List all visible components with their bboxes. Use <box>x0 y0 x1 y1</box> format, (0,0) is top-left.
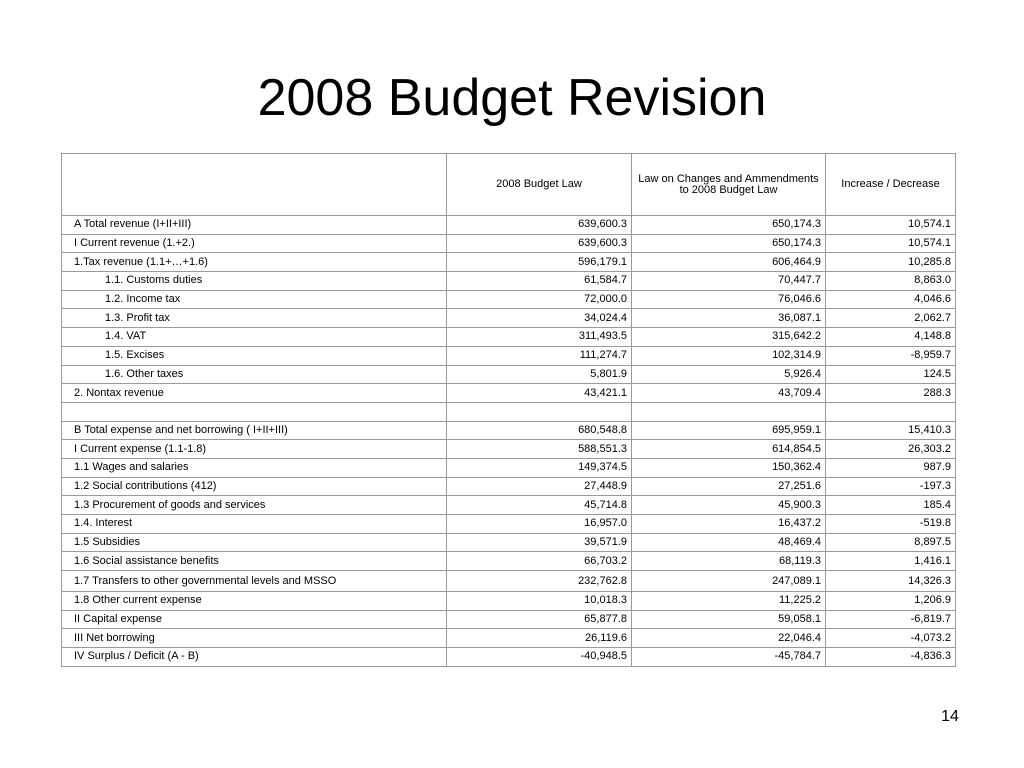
amended-law-value: 43,709.4 <box>632 384 826 403</box>
table-row <box>62 571 956 592</box>
row-label: I Current expense (1.1-1.8) <box>62 440 447 459</box>
increase-decrease-value: -4,073.2 <box>826 629 956 648</box>
increase-decrease-value: -6,819.7 <box>826 610 956 629</box>
row-label: 1.2 Social contributions (412) <box>62 477 447 496</box>
amended-law-value: 76,046.6 <box>632 290 826 309</box>
increase-decrease-value: 15,410.3 <box>826 421 956 440</box>
amended-law-value: 315,642.2 <box>632 328 826 347</box>
budget-law-value: 65,877.8 <box>447 610 632 629</box>
amended-law-value: 650,174.3 <box>632 216 826 235</box>
row-label: 2. Nontax revenue <box>62 384 447 403</box>
row-label: 1.Tax revenue (1.1+…+1.6) <box>62 253 447 272</box>
amended-law-value: 70,447.7 <box>632 272 826 291</box>
budget-law-value: 588,551.3 <box>447 440 632 459</box>
slide-title: 2008 Budget Revision <box>257 69 767 127</box>
amended-law-value: 695,959.1 <box>632 421 826 440</box>
table-row <box>62 346 956 365</box>
header-amended-law: Law on Changes and Ammendments to 2008 Budget Law <box>632 154 826 216</box>
table-row <box>62 234 956 253</box>
amended-law-value: 22,046.4 <box>632 629 826 648</box>
table-row <box>62 533 956 552</box>
budget-law-value: 5,801.9 <box>447 365 632 384</box>
increase-decrease-value: 2,062.7 <box>826 309 956 328</box>
budget-law-value: 39,571.9 <box>447 533 632 552</box>
row-label: 1.7 Transfers to other governmental levels and MSSO <box>62 571 447 592</box>
amended-law-value: -45,784.7 <box>632 648 826 667</box>
budget-revision-table <box>61 153 956 667</box>
budget-law-value <box>447 402 632 421</box>
row-label: B Total expense and net borrowing ( I+II+III) <box>62 421 447 440</box>
increase-decrease-value: 185.4 <box>826 496 956 515</box>
row-label: 1.6. Other taxes <box>62 365 447 384</box>
table-row <box>62 496 956 515</box>
table-body <box>62 216 956 667</box>
row-label: 1.1 Wages and salaries <box>62 458 447 477</box>
budget-law-value: 26,119.6 <box>447 629 632 648</box>
amended-law-value: 606,464.9 <box>632 253 826 272</box>
table-header-row <box>62 154 956 216</box>
table-row <box>62 648 956 667</box>
table-row <box>62 384 956 403</box>
table-row <box>62 365 956 384</box>
budget-law-value: 45,714.8 <box>447 496 632 515</box>
increase-decrease-value: 4,148.8 <box>826 328 956 347</box>
table-row <box>62 552 956 571</box>
increase-decrease-value: 1,206.9 <box>826 592 956 611</box>
row-label <box>62 402 447 421</box>
increase-decrease-value: -519.8 <box>826 515 956 534</box>
increase-decrease-value <box>826 402 956 421</box>
budget-law-value: 111,274.7 <box>447 346 632 365</box>
increase-decrease-value: 10,285.8 <box>826 253 956 272</box>
header-budget-law: 2008 Budget Law <box>447 154 632 216</box>
budget-law-value: 66,703.2 <box>447 552 632 571</box>
row-label: A Total revenue (I+II+III) <box>62 216 447 235</box>
amended-law-value <box>632 402 826 421</box>
row-label: 1.5 Subsidies <box>62 533 447 552</box>
increase-decrease-value: -8,959.7 <box>826 346 956 365</box>
amended-law-value: 11,225.2 <box>632 592 826 611</box>
budget-law-value: 43,421.1 <box>447 384 632 403</box>
amended-law-value: 102,314.9 <box>632 346 826 365</box>
budget-law-value: 639,600.3 <box>447 216 632 235</box>
amended-law-value: 36,087.1 <box>632 309 826 328</box>
budget-law-value: 16,957.0 <box>447 515 632 534</box>
row-label: 1.3. Profit tax <box>62 309 447 328</box>
row-label: 1.2. Income tax <box>62 290 447 309</box>
increase-decrease-value: 124.5 <box>826 365 956 384</box>
budget-law-value: 596,179.1 <box>447 253 632 272</box>
table-row <box>62 309 956 328</box>
table-row <box>62 402 956 421</box>
amended-law-value: 5,926.4 <box>632 365 826 384</box>
budget-law-value: 10,018.3 <box>447 592 632 611</box>
budget-law-value: 61,584.7 <box>447 272 632 291</box>
amended-law-value: 614,854.5 <box>632 440 826 459</box>
increase-decrease-value: 1,416.1 <box>826 552 956 571</box>
increase-decrease-value: 10,574.1 <box>826 234 956 253</box>
table-row <box>62 592 956 611</box>
page-number: 14 <box>941 708 959 725</box>
increase-decrease-value: 987.9 <box>826 458 956 477</box>
increase-decrease-value: 8,897.5 <box>826 533 956 552</box>
budget-law-value: 232,762.8 <box>447 571 632 592</box>
increase-decrease-value: 288.3 <box>826 384 956 403</box>
table-row <box>62 328 956 347</box>
header-item-column <box>62 154 447 216</box>
row-label: IV Surplus / Deficit (A - B) <box>62 648 447 667</box>
row-label: 1.8 Other current expense <box>62 592 447 611</box>
table-row <box>62 515 956 534</box>
table-row <box>62 629 956 648</box>
budget-law-value: 311,493.5 <box>447 328 632 347</box>
budget-law-value: 34,024.4 <box>447 309 632 328</box>
amended-law-value: 45,900.3 <box>632 496 826 515</box>
amended-law-value: 68,119.3 <box>632 552 826 571</box>
budget-law-value: 72,000.0 <box>447 290 632 309</box>
amended-law-value: 150,362.4 <box>632 458 826 477</box>
budget-law-value: 639,600.3 <box>447 234 632 253</box>
row-label: 1.6 Social assistance benefits <box>62 552 447 571</box>
amended-law-value: 59,058.1 <box>632 610 826 629</box>
increase-decrease-value: 10,574.1 <box>826 216 956 235</box>
increase-decrease-value: 8,863.0 <box>826 272 956 291</box>
budget-law-value: 680,548.8 <box>447 421 632 440</box>
increase-decrease-value: -197.3 <box>826 477 956 496</box>
table-row <box>62 610 956 629</box>
table-row <box>62 290 956 309</box>
increase-decrease-value: 14,326.3 <box>826 571 956 592</box>
budget-law-value: 27,448.9 <box>447 477 632 496</box>
increase-decrease-value: 4,046.6 <box>826 290 956 309</box>
amended-law-value: 27,251.6 <box>632 477 826 496</box>
table-row <box>62 440 956 459</box>
row-label: III Net borrowing <box>62 629 447 648</box>
row-label: 1.1. Customs duties <box>62 272 447 291</box>
header-increase-decrease: Increase / Decrease <box>826 154 956 216</box>
row-label: 1.4. Interest <box>62 515 447 534</box>
amended-law-value: 48,469.4 <box>632 533 826 552</box>
table-row <box>62 477 956 496</box>
table-row <box>62 253 956 272</box>
increase-decrease-value: 26,303.2 <box>826 440 956 459</box>
amended-law-value: 16,437.2 <box>632 515 826 534</box>
table-row <box>62 216 956 235</box>
row-label: 1.5. Excises <box>62 346 447 365</box>
amended-law-value: 650,174.3 <box>632 234 826 253</box>
increase-decrease-value: -4,836.3 <box>826 648 956 667</box>
table-row <box>62 421 956 440</box>
table-row <box>62 458 956 477</box>
row-label: 1.4. VAT <box>62 328 447 347</box>
row-label: II Capital expense <box>62 610 447 629</box>
amended-law-value: 247,089.1 <box>632 571 826 592</box>
row-label: 1.3 Procurement of goods and services <box>62 496 447 515</box>
table-row <box>62 272 956 291</box>
row-label: I Current revenue (1.+2.) <box>62 234 447 253</box>
budget-law-value: 149,374.5 <box>447 458 632 477</box>
budget-law-value: -40,948.5 <box>447 648 632 667</box>
